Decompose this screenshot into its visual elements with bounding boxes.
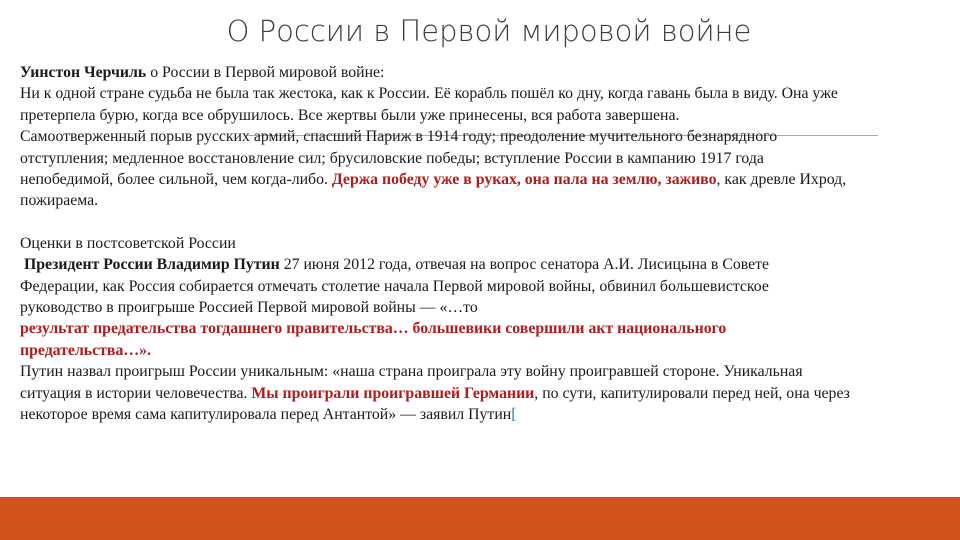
slide-body xyxy=(20,62,850,426)
putin-text-3: , по сути, капитулировали перед ней, она через некоторое время сама капитулировала перед Антантой» — заявил Путин xyxy=(20,384,850,424)
slide-title: О России в Первой мировой войне xyxy=(226,14,752,48)
churchill-intro xyxy=(20,62,850,83)
putin-speaker: Президент России Владимир Путин xyxy=(23,256,280,274)
reference-link[interactable]: [ xyxy=(511,406,517,424)
putin-intro: 27 июня 2012 года, отвечая на вопрос сенатора А.И. Лисицына в Совете Федерации, как Россия собирается отмечать столетие начала Первой мировой войны, обвинил большевистское руководство в проигрыше Россией Первой мировой войны — «…то xyxy=(20,256,770,317)
putin-statement-2 xyxy=(20,361,850,425)
putin-statement xyxy=(20,254,850,361)
putin-highlight-1: результат предательства тогдашнего правительства… большевики совершили акт национального предательства…». xyxy=(20,320,727,359)
churchill-quote-2-text: Самоотверженный порыв русских армий, спасший Париж в 1914 году; преодоление мучительного безнарядного отступления; медленное восстановление сил; брусиловские победы; вступление России в кампанию 1917 года непобедимой, более сильной, чем когда-либо. xyxy=(20,128,778,189)
churchill-highlight: Держа победу уже в руках, она пала на землю, заживо xyxy=(331,171,717,189)
churchill-quote-1: Ни к одной стране судьба не была так жестока, как к России. Её корабль пошёл ко дну, когда гавань была в виду. Она уже претерпела бурю, когда все обрушилось. Все жертвы были уже принесены, вся работа завершена. xyxy=(20,85,838,124)
churchill-quote-2 xyxy=(20,126,850,212)
churchill-intro-text: о России в Первой мировой войне: xyxy=(146,64,385,81)
bottom-accent-bar xyxy=(0,497,960,540)
churchill-tail: , как древле Ихрод, пожираема. xyxy=(20,171,847,210)
putin-text-2: Путин назвал проигрыш России уникальным: «наша страна проиграла эту войну проигравшей стороне. Уникальная ситуация в истории человечества. xyxy=(20,363,803,402)
churchill-author: Уинстон Черчиль xyxy=(20,64,147,81)
putin-highlight-2: Мы проиграли проигравшей Германии xyxy=(251,384,535,402)
postsoviet-heading: Оценки в постсоветской России xyxy=(20,234,236,252)
